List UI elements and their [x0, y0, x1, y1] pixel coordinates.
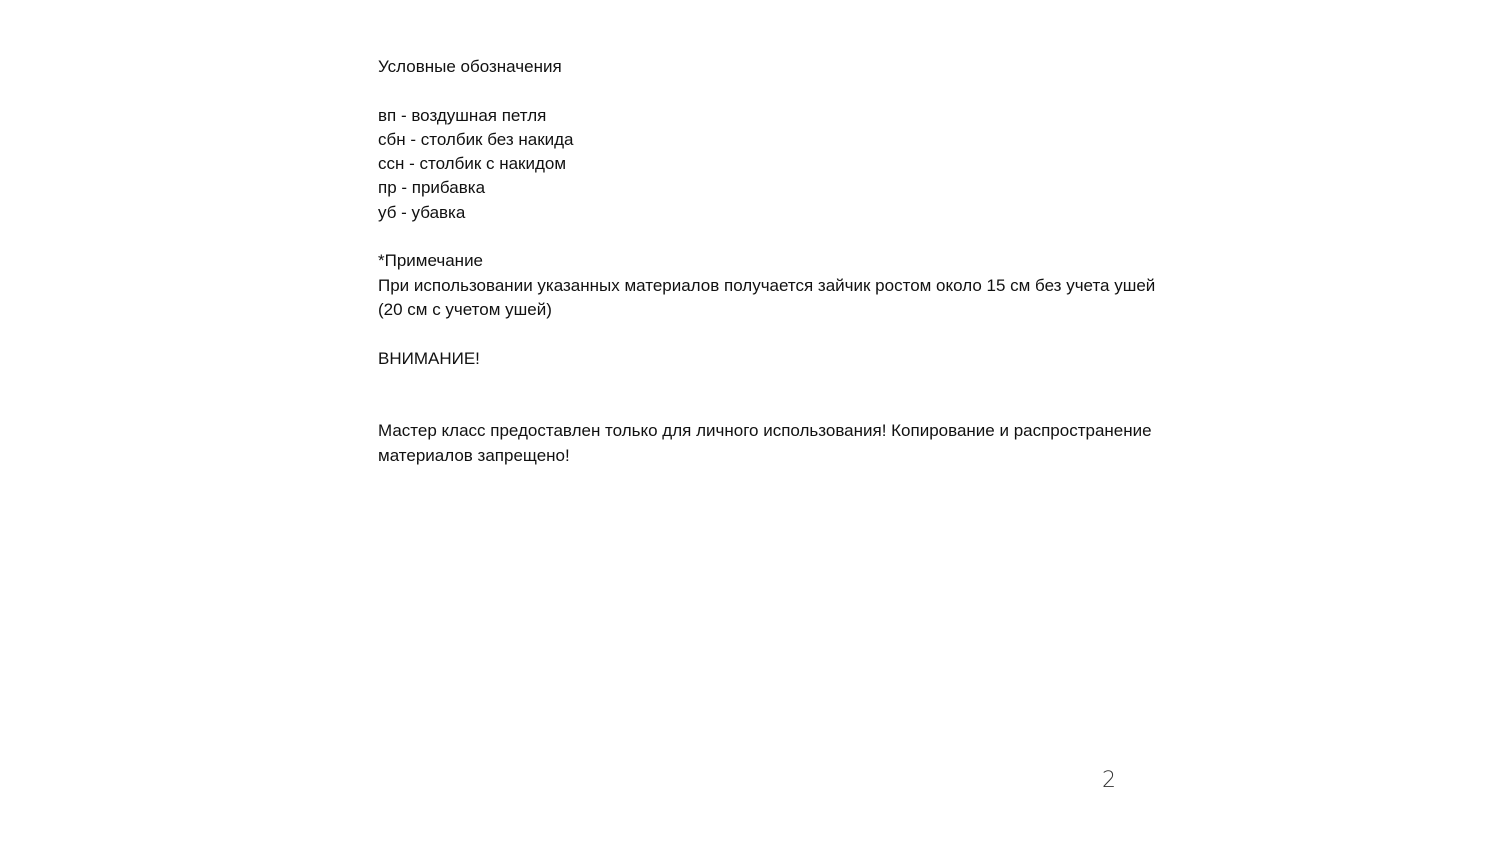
- note-text: При использовании указанных материалов получается зайчик ростом около 15 см без учета ушей (20 см с учетом ушей): [378, 275, 1156, 319]
- spacer: [378, 371, 1158, 420]
- legend-item-sbn: сбн - столбик без накида: [378, 129, 574, 149]
- legend-item-ub: уб - убавка: [378, 202, 466, 222]
- note-heading: *Примечание: [378, 251, 484, 271]
- document-body: [378, 55, 1158, 468]
- legend-item-vp: вп - воздушная петля: [378, 105, 547, 125]
- spacer: [378, 79, 1158, 103]
- legend-item-pr: пр - прибавка: [378, 178, 486, 198]
- legend-item-ssn: ссн - столбик с накидом: [378, 154, 567, 174]
- legend-heading: Условные обозначения: [378, 57, 562, 76]
- spacer: [378, 225, 1158, 249]
- spacer: [378, 322, 1158, 346]
- page-number: 2: [1102, 768, 1116, 793]
- warning-heading: ВНИМАНИЕ!: [378, 348, 480, 368]
- warning-text: Мастер класс предоставлен только для личного использования! Копирование и распространение материалов запрещено!: [378, 421, 1152, 465]
